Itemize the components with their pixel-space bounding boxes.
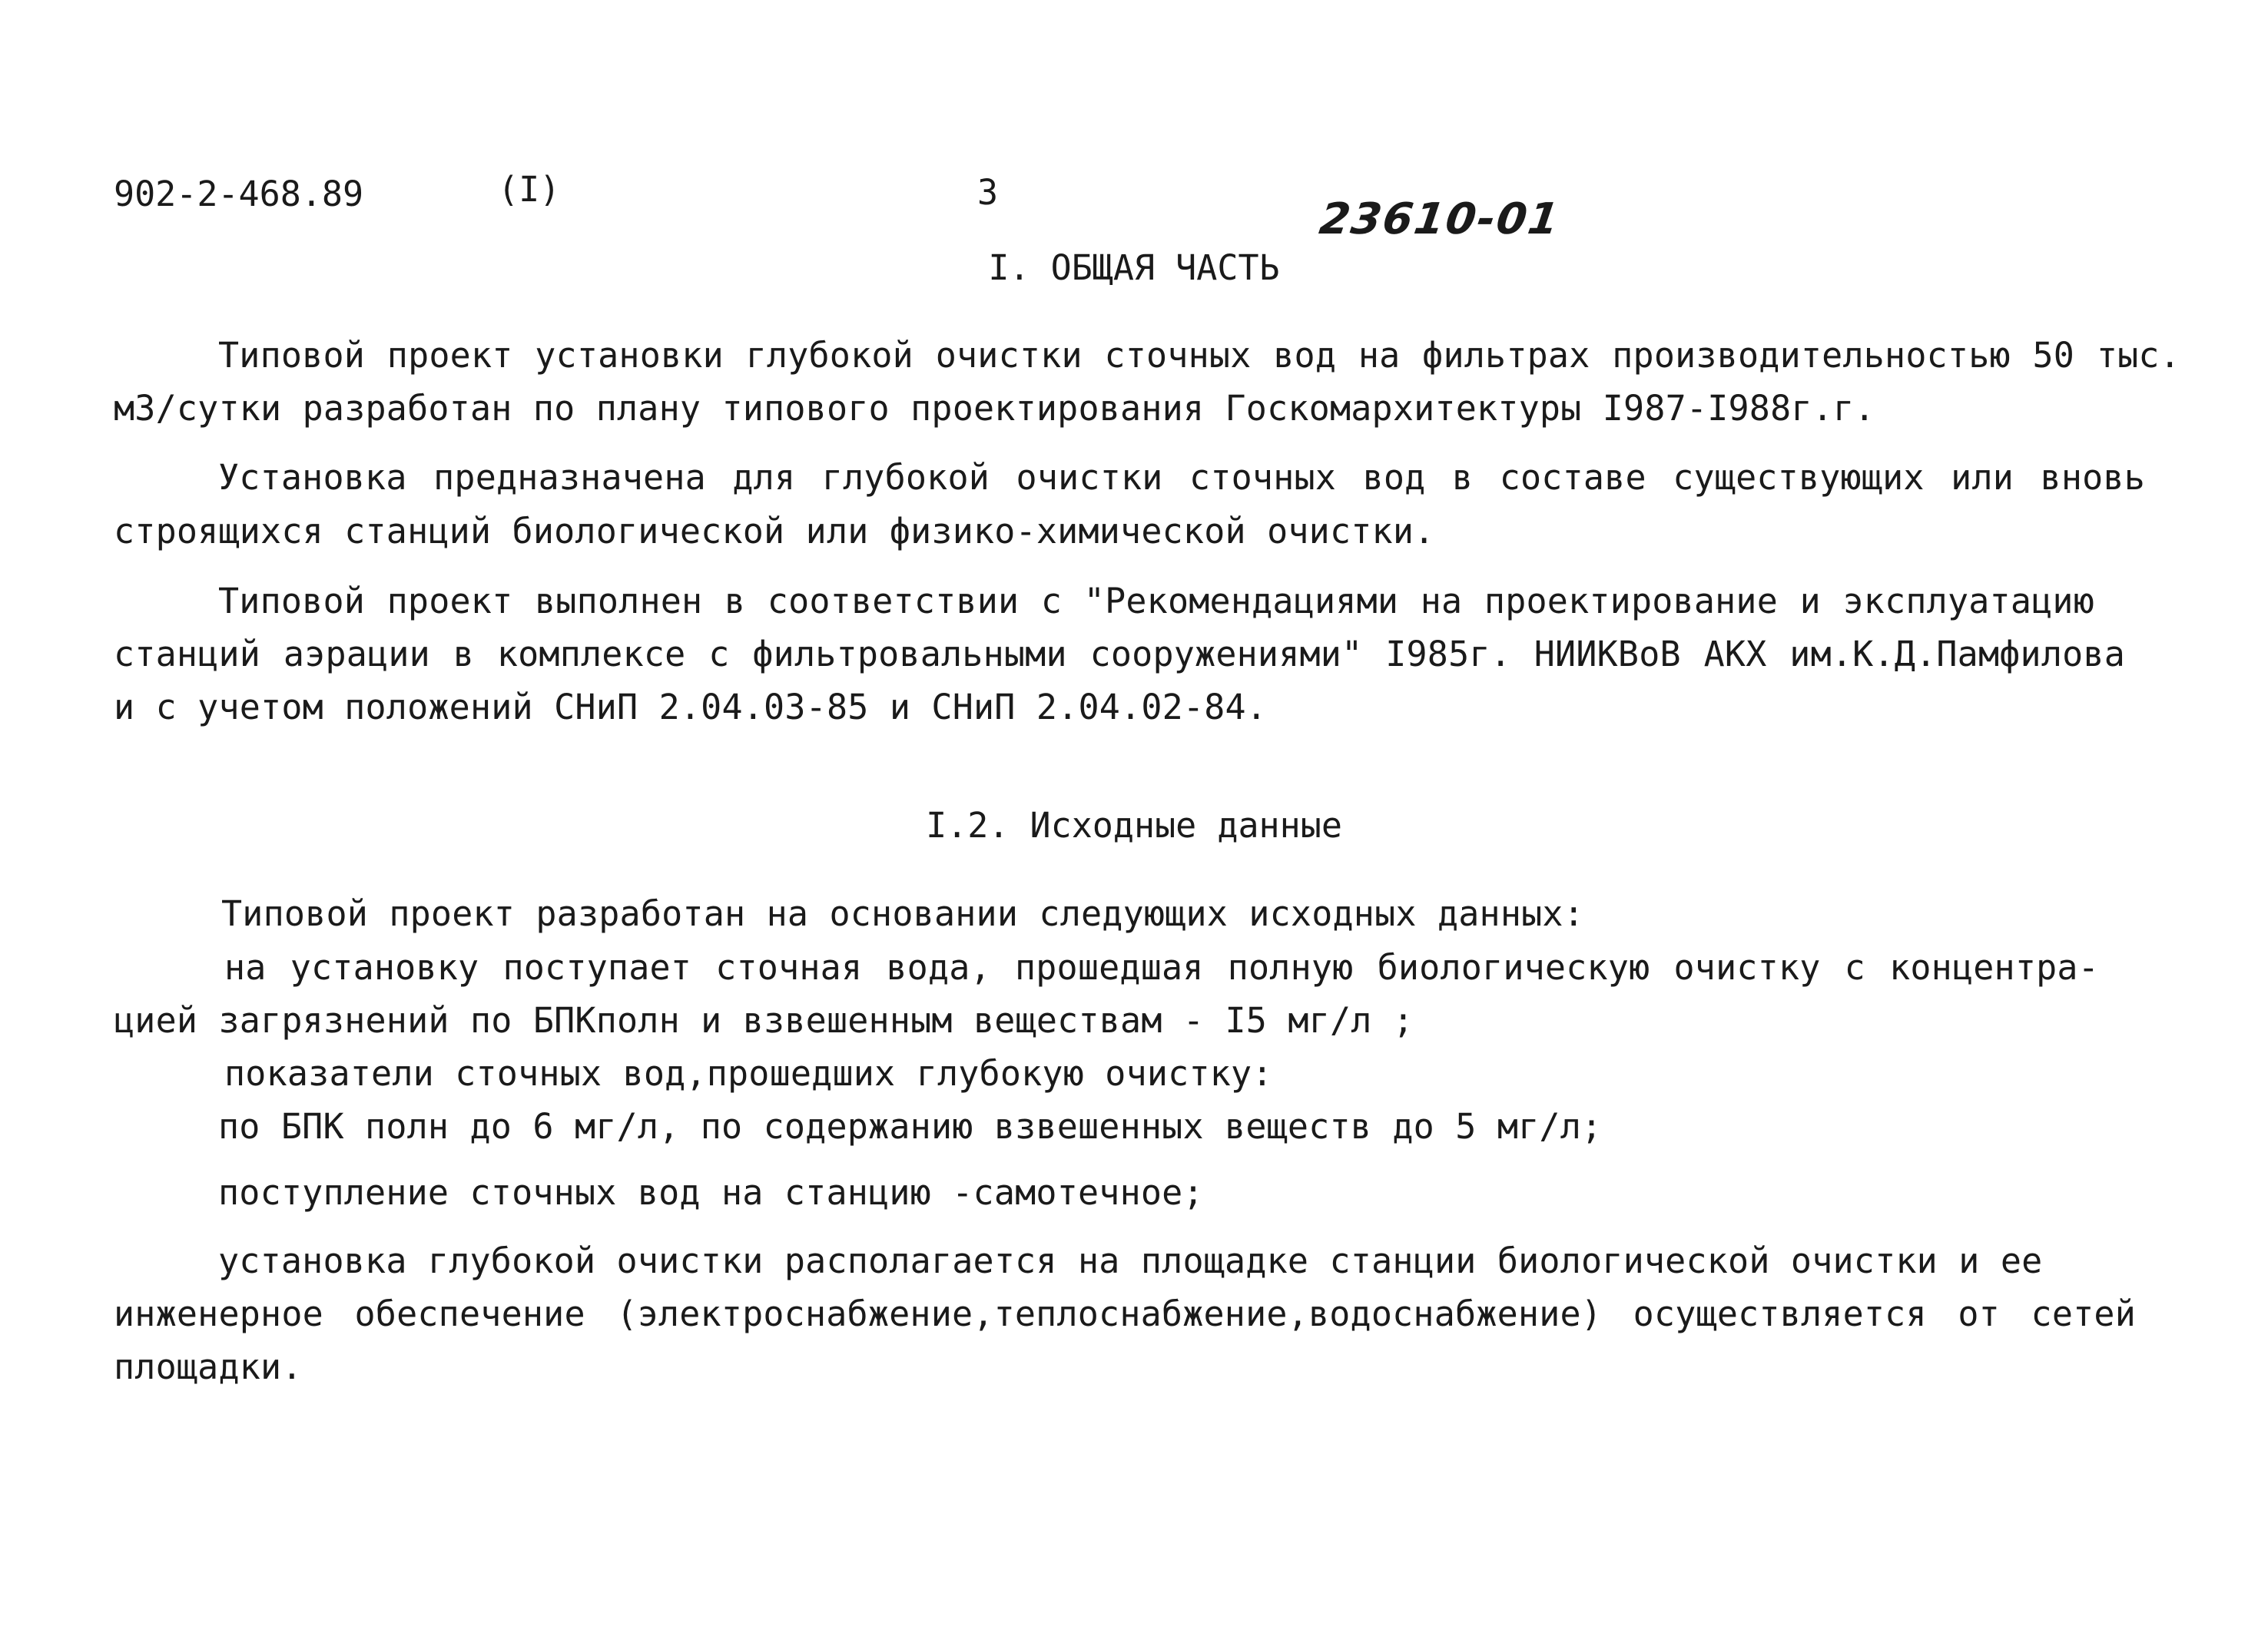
paragraph-line: поступление сточных вод на станцию -самотечное; xyxy=(218,1172,1204,1213)
paragraph-line: Типовой проект выполнен в соответствии с "Рекомендациями на проектирование и эксплуатацию xyxy=(218,581,2094,621)
paragraph-line: площадки. xyxy=(114,1346,303,1387)
paragraph-line: Типовой проект установки глубокой очистки сточных вод на фильтрах производительностью 50 тыс. xyxy=(218,335,2180,376)
document-part: (I) xyxy=(498,169,561,210)
page-number: 3 xyxy=(977,172,999,213)
paragraph-line: на установку поступает сточная вода, прошедшая полную биологическую очистку с концентра- xyxy=(224,947,2099,988)
paragraph-line: Установка предназначена для глубокой очистки сточных вод в составе существующих или вновь xyxy=(218,457,2145,498)
paragraph-line: строящихся станций биологической или физико-химической очистки. xyxy=(114,511,1435,552)
paragraph-line: по БПК полн до 6 мг/л, по содержанию взвешенных веществ до 5 мг/л; xyxy=(218,1106,1603,1147)
document-code: 902-2-468.89 xyxy=(114,174,364,214)
handwritten-stamp: 23610-01 xyxy=(1316,194,1563,244)
section-title-initial-data: I.2. Исходные данные xyxy=(926,805,1342,846)
paragraph-line: инженерное обеспечение (электроснабжение,теплоснабжение,водоснабжение) осуществляется от сетей xyxy=(114,1293,2136,1334)
paragraph-line: показатели сточных вод,прошедших глубокую очистку: xyxy=(224,1053,1273,1094)
paragraph-line: установка глубокой очистки располагается на площадке станции биологической очистки и ее xyxy=(218,1240,2043,1281)
paragraph-line: и с учетом положений СНиП 2.04.03-85 и СНиП 2.04.02-84. xyxy=(114,687,1268,727)
paragraph-line: Типовой проект разработан на основании следующих исходных данных: xyxy=(221,893,1584,934)
section-title-general: I. ОБЩАЯ ЧАСТЬ xyxy=(988,247,1280,288)
paragraph-line: м3/сутки разработан по плану типового проектирования Госкомархитектуры I987-I988г.г. xyxy=(114,388,1875,429)
paragraph-line: станций аэрации в комплексе с фильтровальными сооружениями" I985г. НИИКВоВ АКХ им.К.Д.Памфилова xyxy=(114,634,2125,674)
paragraph-line: цией загрязнений по БПКполн и взвешенным веществам - I5 мг/л ; xyxy=(114,1000,1414,1041)
